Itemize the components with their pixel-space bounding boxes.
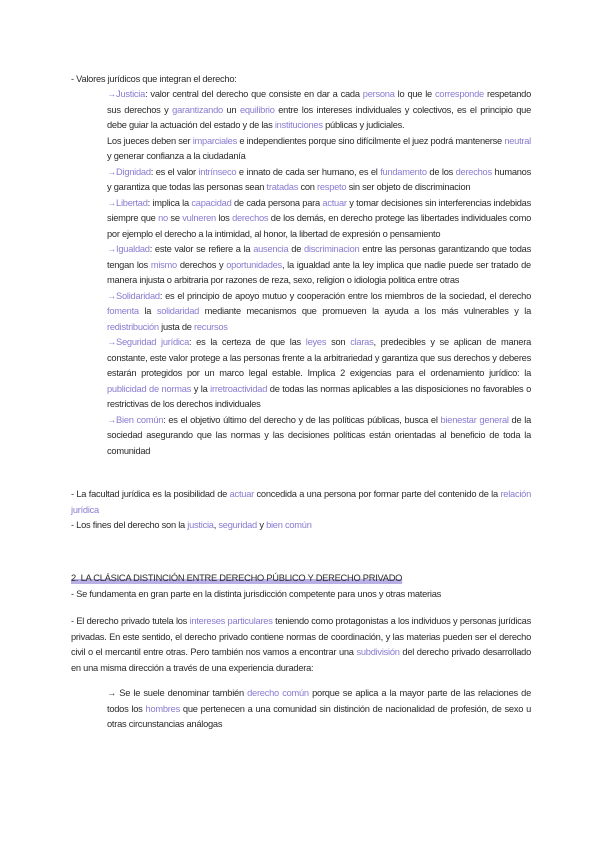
text-run: concedida a una persona por formar parte del contenido de la [253,489,501,499]
legal-faculty-and-aims [71,487,531,534]
highlighted-term: derecho común [247,688,309,698]
text-run: : valor central del derecho que consiste en dar a cada [145,89,363,99]
text-run: , la igualdad ante la ley implica que nadie puede ser tratado de manera injusta o arbitraria por razones de reza, sexo, religion o idiologia politica entre otras [107,259,531,285]
text-run: que pertenecen a una comunidad sin distinción de nacionalidad de profesión, de sexo u otras circunstancias análogas [107,703,532,729]
highlighted-term: publicidad de normas [107,383,192,394]
text-run: de todas las normas aplicables a las disposiciones no favorables o restrictivas de los derechos individuales [107,383,531,409]
highlighted-term: discriminacion [304,244,360,254]
highlighted-term: subdivisión [356,647,400,657]
text-run: porque se aplica a la mayor parte de las relaciones de todos los [107,688,531,714]
legal-values-list [107,87,531,459]
highlighted-term: neutral [504,135,531,146]
text-run: del derecho privado desarrollado en una misma dirección a través de una experiencia duradera: [71,647,531,673]
text-run: - La facultad jurídica es la posibilidad de [71,489,230,499]
text-run: e independientes porque sino difícilmente el juez podrá mantenerse [237,135,505,146]
text-run: : implica la [147,197,192,208]
highlighted-term: derechos [455,166,492,177]
text-run: humanos y garantiza que todas las personas sean [107,166,531,192]
text-run: - Valores jurídicos que integran el derecho: [71,74,237,84]
section-2 [71,571,531,602]
text-run: - Los fines del derecho son la [71,520,188,530]
highlighted-term: instituciones [274,120,323,130]
text-run: entre las personas garantizando que todas tengan los [107,244,531,270]
highlighted-term: respeto [317,182,347,192]
text-run: teniendo como protagonistas a los individuos y personas jurídicas privadas. En este sentido, el derecho privado contiene normas de coordinación, y las materias pueden ser el derecho civil o el mercantil entre otras. Pero también nos vamos a encontrar una [71,616,531,657]
highlighted-term: corresponde [435,89,484,99]
highlighted-term: irretroactividad [210,383,268,394]
text-run: de [288,244,305,254]
text-run: : es la certeza de que las [189,337,306,347]
highlighted-term: bienestar general [440,414,509,425]
highlighted-term: fomenta [107,306,139,316]
highlighted-term: bien común [266,520,312,530]
highlighted-term: intrínseco [198,166,237,177]
text-run: , predecibles y se aplican de manera constante, este valor protege a las personas frente a la arbitrariedad y garantiza que sus derechos y deberes estarán protegidos por un marco legal estable. Implica 2 exigencias para el ordenamiento jurídico: la [107,337,531,378]
highlighted-term: fundamento [380,166,427,177]
highlighted-term: derechos [232,213,269,223]
private-law-paragraph [71,614,531,676]
text-run: : es el valor [150,166,199,177]
text-run: - Se fundamenta en gran parte en la distinta jurisdicción competente para unos y otras materias [71,588,442,599]
text-run: derechos y [176,259,227,270]
highlighted-term: solidaridad [156,306,200,316]
text-run: sin ser objeto de discriminacion [346,182,471,192]
text-run: : este valor se refiere a la [149,244,254,254]
highlighted-term: tratadas [266,182,299,192]
highlighted-term: leyes [305,337,327,347]
text-run: son [326,337,351,347]
text-run: Los jueces deben ser [107,135,193,146]
highlighted-term: ausencia [253,244,289,254]
text-run: respetando sus derechos y [107,89,531,115]
highlighted-term: →Libertad [107,197,148,208]
text-run: los [215,213,233,223]
text-run: entre los intereses individuales y colectivos, es el principio que debe guiar la actuación del estado y de las [107,104,531,130]
highlighted-term: redistribución [107,321,159,332]
text-run: mediante mecanismos que promueven la ayuda a los más vulnerables y la [199,306,532,316]
highlighted-term: →Seguridad jurídica [107,337,189,347]
highlighted-term: actuar [322,197,347,208]
highlighted-term: garantizando [172,104,223,115]
highlighted-term: actuar [229,489,254,499]
highlighted-term: →Justicia [107,89,146,99]
text-run: y la [191,383,211,394]
text-run: y [256,520,267,530]
highlighted-term: equilibrio [239,104,275,115]
highlighted-term: relación jurídica [71,489,532,515]
highlighted-term: vulneren [182,213,216,223]
text-run: , [213,520,219,530]
text-run: : es el principio de apoyo mutuo y cooperación entre los miembros de la sociedad, el derecho [159,290,531,301]
highlighted-term: persona [362,89,395,99]
section-heading: 2. LA CLÁSICA DISTINCIÓN ENTRE DERECHO PÚBLICO Y DERECHO PRIVADO [71,573,403,583]
highlighted-term: no [158,213,168,223]
text-run: → Se le suele denominar también [107,688,248,698]
text-run: lo que le [394,89,435,99]
highlighted-term: hombres [145,703,180,714]
highlighted-term: justicia [187,520,214,530]
text-run: de la sociedad asegurando que las normas y las decisiones políticas están orientadas al beneficio de toda la comunidad [107,414,531,456]
text-run: públicas y judiciales. [322,120,405,130]
highlighted-term: →Dignidad [107,166,151,177]
text-run: de cada persona para [231,197,323,208]
highlighted-term: oportunidades [226,259,282,270]
text-run: justa de [158,321,195,332]
text-run: y tomar decisiones sin interferencias indebidas siempre que [107,197,532,223]
text-run: de los demás, en derecho protege las libertades individuales como por ejemplo el derecho a la intimidad, al honor, la libertad de expresión o pensamiento [107,213,531,239]
text-run: un [222,104,240,115]
highlighted-term: mismo [150,259,177,270]
common-law-note [107,686,531,733]
highlighted-term: claras [350,337,374,347]
text-run: la [138,306,157,316]
text-run: e innato de cada ser humano, es el [236,166,381,177]
highlighted-term: recursos [194,321,228,332]
text-run: de los [426,166,456,177]
highlighted-term: capacidad [191,197,232,208]
highlighted-term: imparciales [192,135,237,146]
text-run: - El derecho privado tutela los [71,616,190,626]
highlighted-term: intereses particulares [189,616,273,626]
highlighted-term: →Igualdad [107,244,150,254]
text-run: y generar confianza a la ciudadanía [107,151,246,161]
text-run: se [167,213,183,223]
values-intro [71,72,531,88]
highlighted-term: →Bien común [107,414,164,425]
highlighted-term: →Solidaridad [107,290,160,301]
text-run: con [298,182,318,192]
highlighted-term: seguridad [218,520,257,530]
text-run: : es el objetivo último del derecho y de las políticas públicas, busca el [163,414,441,425]
